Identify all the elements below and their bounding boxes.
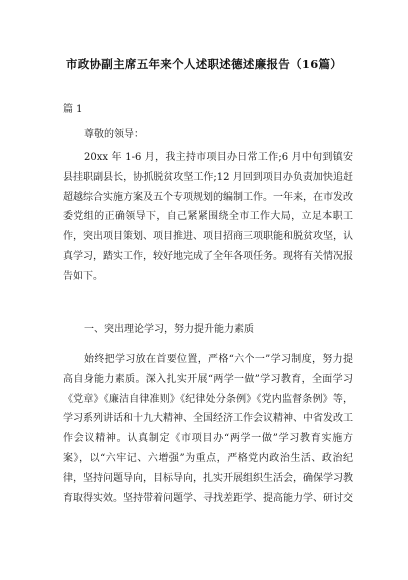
paragraph-1: 20xx 年 1-6 月，我主持市项目办日常工作;6 月中旬到镇安县挂职副县长，协抓脱贫攻坚工作;12 月回到项目办负责加快追赶超越综合实施方案及五个专项规划的编制工作。一年来，在市发改委党组的正确领导下，自己紧紧围绕全市工作大局，立足本职工作，突出项目策划、项目推进、项目招商三项职能和脱贫攻坚，认真学习，踏实工作，较好地完成了全年各项任务。现将有关情况报告如下。 [63, 152, 353, 282]
section-label: 篇 1 [63, 104, 83, 115]
salutation: 尊敬的领导： [84, 129, 144, 140]
section-heading-1: 一、突出理论学习，努力提升能力素质 [84, 324, 254, 335]
paragraph-2: 始终把学习放在首要位置，严格“六个一”学习制度，努力提高自身能力素质。深入扎实开展“两学一做”学习教育，全面学习《党章》《廉洁自律准则》《纪律处分条例》《党内监督条例》等，学习系列讲话和十九大精神、全国经济工作会议精神、中省发改工作会议精神。认真制定《市项目办“两学一做”学习教育实施方案》，以“六牢记、六增强”为重点，严格党内政治生活、政治纪律，坚持问题导向，目标导向，扎实开展组织生活会，确保学习教育取得实效。坚持带着问题学、寻找差距学、提高能力学、研讨交 [63, 354, 353, 504]
document-title: 市政协副主席五年来个人述职述德述廉报告（16篇） [65, 57, 343, 71]
